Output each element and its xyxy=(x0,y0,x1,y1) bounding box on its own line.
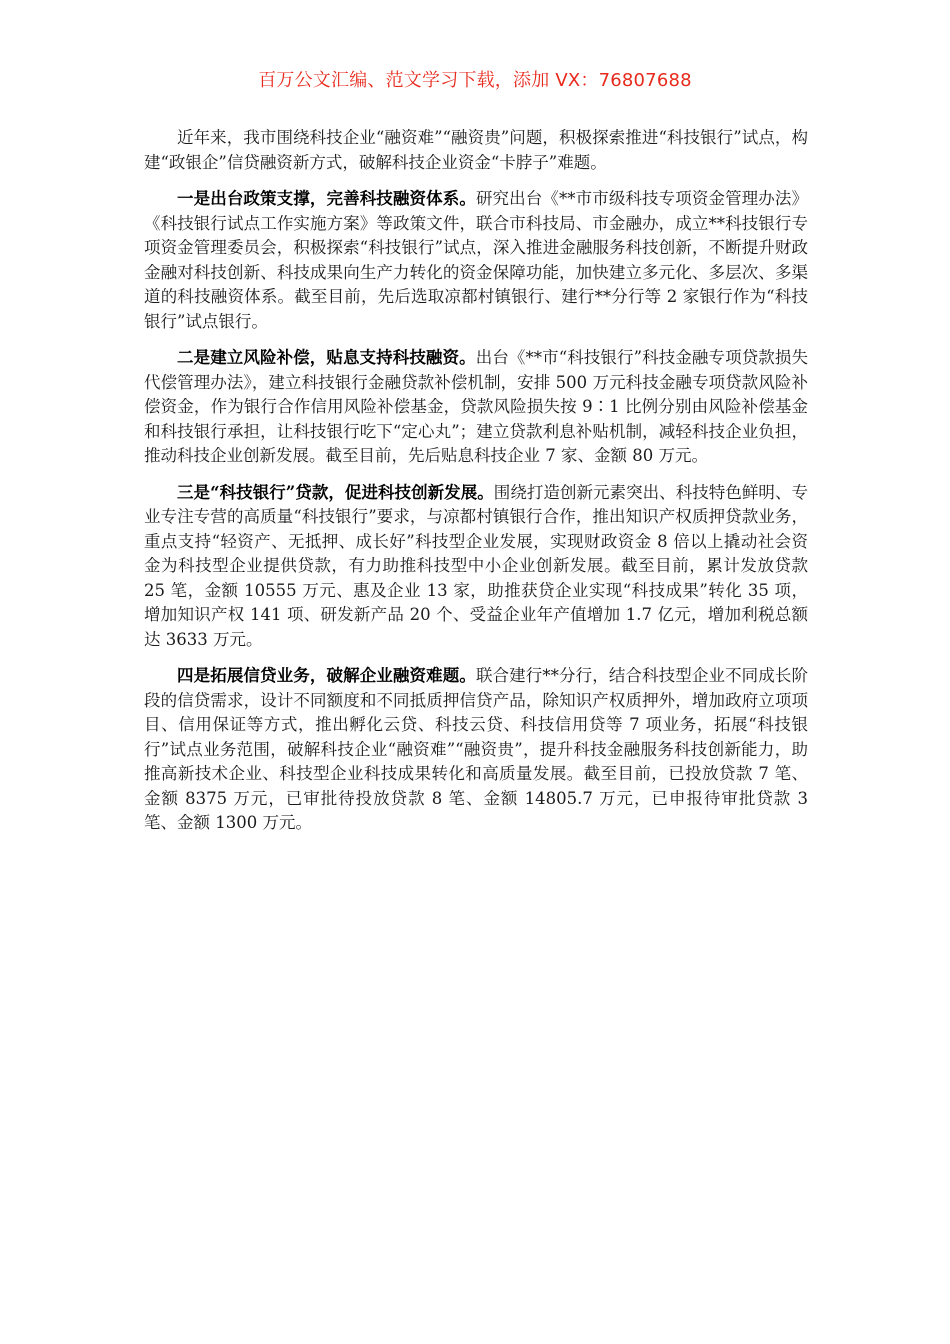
section-heading-1: 一是出台政策支撑，完善科技融资体系。 xyxy=(177,189,476,208)
section-paragraph-2 xyxy=(144,346,808,469)
document-body xyxy=(144,126,808,848)
section-heading-4: 四是拓展信贷业务，破解企业融资难题。 xyxy=(177,666,476,685)
promo-header: 百万公文汇编、范文学习下载，添加 VX：76807688 xyxy=(258,70,692,91)
section-body-3: 围绕打造创新元素突出、科技特色鲜明、专业专注专营的高质量“科技银行”要求，与凉都村镇银行合作，推出知识产权质押贷款业务，重点支持“轻资产、无抵押、成长好”科技型企业发展，实现财政资金 8 倍以上撬动社会资金为科技型企业提供贷款，有力助推科技型中小企业创新发展。截至目前，累计发放贷款 25 笔，金额 10555 万元、惠及企业 13 家，助推获贷企业实现“科技成果”转化 35 项，增加知识产权 141 项、研发新产品 20 个、受益企业年产值增加 1.7 亿元，增加利税总额达 3633 万元。 xyxy=(144,482,808,649)
section-body-1: 研究出台《**市市级科技专项资金管理办法》《科技银行试点工作实施方案》等政策文件，联合市科技局、市金融办，成立**科技银行专项资金管理委员会，积极探索“科技银行”试点，深入推进金融服务科技创新，不断提升财政金融对科技创新、科技成果向生产力转化的资金保障功能，加快建立多元化、多层次、多渠道的科技融资体系。截至目前，先后选取凉都村镇银行、建行**分行等 2 家银行作为“科技银行”试点银行。 xyxy=(144,189,809,331)
section-paragraph-3 xyxy=(144,481,808,653)
section-body-4: 联合建行**分行，结合科技型企业不同成长阶段的信贷需求，设计不同额度和不同抵质押信贷产品，除知识产权质押外，增加政府立项项目、信用保证等方式，推出孵化云贷、科技云贷、科技信用贷等 7 项业务，拓展“科技银行”试点业务范围，破解科技企业“融资难”“融资贵”，提升科技金融服务科技创新能力，助推高新技术企业、科技型企业科技成果转化和高质量发展。截至目前，已投放贷款 7 笔、金额 8375 万元，已审批待投放贷款 8 笔、金额 14805.7 万元，已申报待审批贷款 3 笔、金额 1300 万元。 xyxy=(144,666,809,832)
intro-paragraph: 近年来，我市围绕科技企业“融资难”“融资贵”问题，积极探索推进“科技银行”试点，构建“政银企”信贷融资新方式，破解科技企业资金“卡脖子”难题。 xyxy=(144,128,808,172)
section-paragraph-1 xyxy=(144,187,808,334)
section-heading-2: 二是建立风险补偿，贴息支持科技融资。 xyxy=(177,348,476,367)
section-heading-3: 三是“科技银行”贷款，促进科技创新发展。 xyxy=(177,482,494,502)
section-body-2: 出台《**市“科技银行”科技金融专项贷款损失代偿管理办法》，建立科技银行金融贷款补偿机制，安排 500 万元科技金融专项贷款风险补偿资金，作为银行合作信用风险补偿基金，贷款风险损失按 9∶1 比例分别由风险补偿基金和科技银行承担，让科技银行吃下“定心丸”；建立贷款利息补贴机制，减轻科技企业负担，推动科技企业创新发展。截至目前，先后贴息科技企业 7 家、金额 80 万元。 xyxy=(144,348,808,465)
section-paragraph-4 xyxy=(144,664,808,836)
